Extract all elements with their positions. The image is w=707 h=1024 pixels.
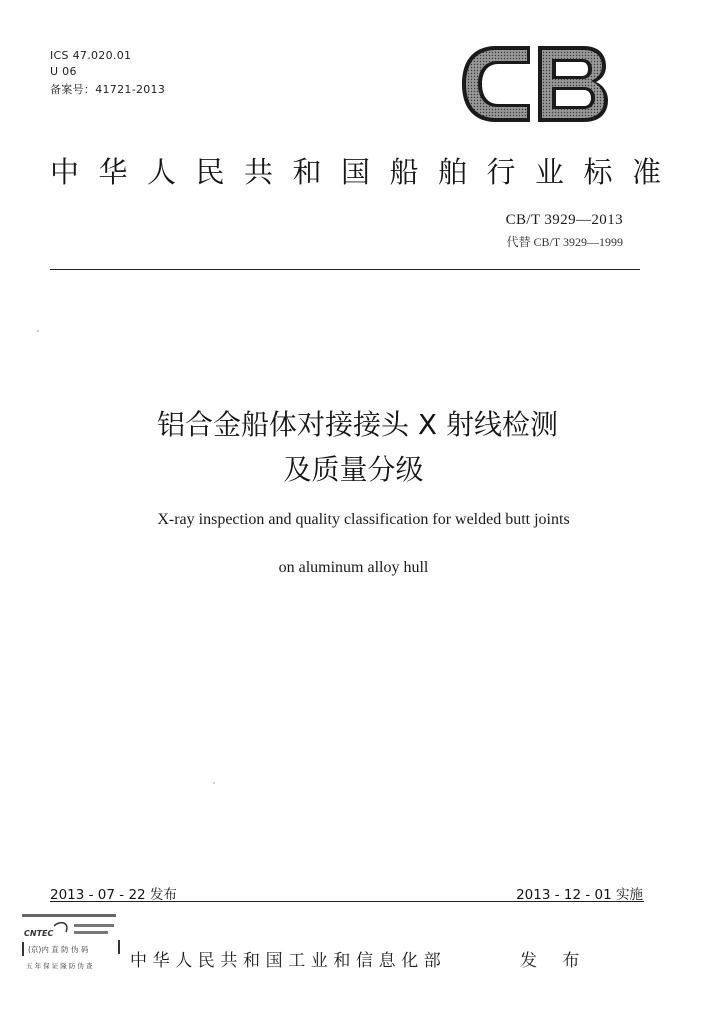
issue-date: 2013 - 07 - 22 发布 bbox=[50, 887, 177, 903]
classification-code: U 06 bbox=[50, 65, 77, 78]
header-divider bbox=[50, 269, 640, 270]
record-number: 备案号：41721-2013 bbox=[50, 83, 166, 96]
ics-code: ICS 47.020.01 bbox=[50, 49, 132, 62]
svg-text:五 年 保 证 隆 防 伪 查: 五 年 保 证 隆 防 伪 查 bbox=[26, 962, 93, 970]
title-chinese-line2: 及质量分级 bbox=[283, 453, 424, 486]
title-english-line1: X-ray inspection and quality classification for welded butt joints bbox=[157, 511, 570, 528]
publisher-name: 中华人民共和国工业和信息化部 bbox=[130, 951, 447, 971]
replaces-standard: 代替 CB/T 3929—1999 bbox=[506, 235, 623, 249]
anti-counterfeit-stamp bbox=[18, 912, 124, 978]
cb-logo bbox=[458, 42, 610, 126]
scan-speck bbox=[213, 782, 215, 784]
svg-text:CNTEC: CNTEC bbox=[24, 929, 54, 938]
title-english-line2: on aluminum alloy hull bbox=[278, 559, 429, 576]
implementation-date: 2013 - 12 - 01 实施 bbox=[516, 887, 643, 903]
publish-label: 发 布 bbox=[520, 951, 590, 971]
title-chinese-line1: 铝合金船体对接接头 X 射线检测 bbox=[157, 408, 558, 441]
scan-speck bbox=[37, 330, 39, 332]
industry-standard-title: 中华人民共和国船舶行业标准 bbox=[50, 155, 681, 189]
svg-text:(京)内 直 防 伪 码: (京)内 直 防 伪 码 bbox=[28, 945, 89, 954]
standard-number: CB/T 3929—2013 bbox=[505, 212, 623, 228]
footer-divider bbox=[50, 901, 644, 902]
